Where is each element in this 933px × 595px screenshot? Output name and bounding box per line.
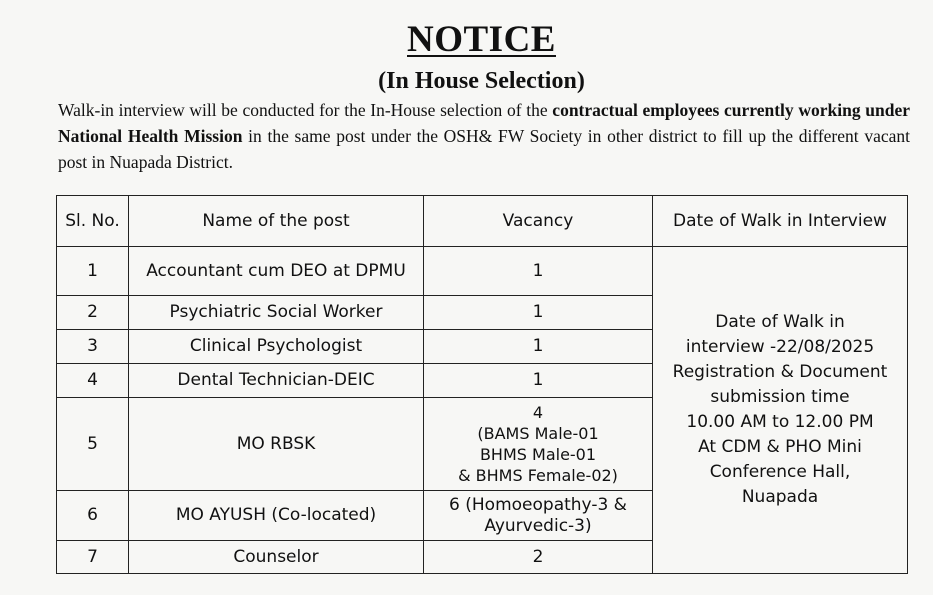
vacancy-detail: & BHMS Female-02): [458, 466, 618, 485]
sl-no-cell: 7: [57, 541, 129, 574]
table-row: [57, 247, 908, 296]
header-post: Name of the post: [129, 196, 424, 247]
vacancy-cell: 1: [424, 247, 653, 296]
vacancy-detail: (BAMS Male-01: [477, 424, 599, 443]
post-cell: MO AYUSH (Co-located): [129, 491, 424, 541]
post-cell: Clinical Psychologist: [129, 330, 424, 364]
sl-no-cell: 6: [57, 491, 129, 541]
vacancy-count: 4: [532, 403, 544, 422]
vacancy-cell: 2: [424, 541, 653, 574]
sl-no-cell: 4: [57, 364, 129, 398]
header-sl-no: Sl. No.: [57, 196, 129, 247]
header-vacancy: Vacancy: [424, 196, 653, 247]
sl-no-cell: 5: [57, 398, 129, 491]
table-header-row: [57, 196, 908, 247]
walk-in-line: Conference Hall,: [709, 462, 851, 482]
notice-subtitle: (In House Selection): [378, 68, 585, 94]
post-cell: Counselor: [129, 541, 424, 574]
walk-in-line: Date of Walk in: [715, 312, 845, 332]
intro-text-1: Walk-in interview will be conducted for the In-House selection of the: [58, 100, 553, 120]
walk-in-details-cell: [653, 247, 908, 574]
vacancy-cell: 6 (Homoeopathy-3 & Ayurvedic-3): [424, 491, 653, 541]
intro-text-2: in the same post under the OSH& FW Society in other district to fill up the different vacant post in Nuapada District.: [58, 126, 911, 172]
intro-bold-text: contractual employees currently working under National Health Mission: [58, 100, 910, 146]
walk-in-line: 10.00 AM to 12.00 PM: [686, 412, 874, 432]
walk-in-line: interview -22/08/2025: [685, 337, 875, 357]
walk-in-line: Registration & Document: [672, 362, 888, 382]
vacancy-cell: 1: [424, 364, 653, 398]
intro-paragraph: [58, 97, 910, 175]
vacancy-cell: 1: [424, 296, 653, 330]
sl-no-cell: 3: [57, 330, 129, 364]
vacancy-table: [56, 195, 908, 574]
post-cell: Accountant cum DEO at DPMU: [129, 247, 424, 296]
post-cell: MO RBSK: [129, 398, 424, 491]
walk-in-line: submission time: [710, 387, 850, 407]
sl-no-cell: 1: [57, 247, 129, 296]
walk-in-line: Nuapada: [741, 487, 819, 507]
vacancy-detail: BHMS Male-01: [479, 445, 597, 464]
vacancy-cell: [424, 398, 653, 491]
post-cell: Psychiatric Social Worker: [129, 296, 424, 330]
post-cell: Dental Technician-DEIC: [129, 364, 424, 398]
vacancy-cell: 1: [424, 330, 653, 364]
walk-in-line: At CDM & PHO Mini: [698, 437, 862, 457]
notice-title: NOTICE: [407, 19, 556, 60]
sl-no-cell: 2: [57, 296, 129, 330]
header-date: Date of Walk in Interview: [653, 196, 908, 247]
